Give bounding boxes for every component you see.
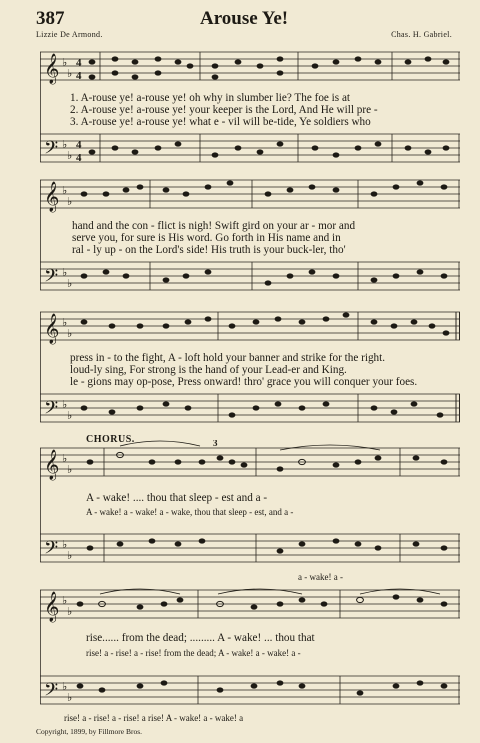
svg-text:♭: ♭ <box>62 399 68 411</box>
svg-text:4: 4 <box>76 152 82 164</box>
svg-text:♭: ♭ <box>62 185 68 197</box>
lyricist-credit: Lizzie De Armond. <box>36 30 103 39</box>
chorus-low-line-2: rise! a - rise! a - rise! a rise! A - wake! a - wake! a <box>64 713 244 723</box>
svg-text:♭: ♭ <box>62 57 68 69</box>
svg-text:♭: ♭ <box>67 278 73 290</box>
svg-text:𝄢: 𝄢 <box>44 537 59 562</box>
svg-text:𝄞: 𝄞 <box>44 592 60 621</box>
svg-text:♭: ♭ <box>67 606 73 618</box>
verse-2-line-2: serve you, for sure is His word. Go forth in His name and in <box>72 232 341 244</box>
verse-1-line-2: hand and the con - flict is nigh! Swift gird on your ar - mor and <box>72 220 356 232</box>
svg-text:♭: ♭ <box>67 68 73 80</box>
verse-2-line-3 <box>70 364 347 376</box>
hymn-title: Arouse Ye! <box>200 8 289 29</box>
triplet-mark: 3 <box>213 440 218 448</box>
svg-text:♭: ♭ <box>67 410 73 422</box>
copyright-notice: Copyright, 1899, by Fillmore Bros. <box>36 727 143 736</box>
verse-1-line-1: 1. A-rouse ye! a-rouse ye! oh why in slumber lie? The foe is at <box>70 92 351 104</box>
verse-3-line-3: le - gions may op-pose, Press onward! thro' grace you will conquer your foes. <box>70 376 418 388</box>
chorus-bass-line-1: A - wake! a - wake! a - wake, thou that sleep - est, and a - <box>86 507 294 517</box>
svg-text:♭: ♭ <box>67 464 73 476</box>
svg-text:♭: ♭ <box>67 150 73 162</box>
svg-text:𝄞: 𝄞 <box>44 314 60 343</box>
svg-text:♭: ♭ <box>62 317 68 329</box>
verse-1-line-3: press in - to the fight, A - loft hold your banner and strike for the right. <box>70 352 386 364</box>
chorus-soprano-line-2: rise...... from the dead; ......... A - wake! ... thou that <box>86 632 315 644</box>
verse-2-line-3-rest: sing, For strong is the hand of your Lead-er and King. <box>105 364 347 376</box>
svg-text:♭: ♭ <box>62 267 68 279</box>
verse-3-line-1: 3. A-rouse ye! a-rouse ye! what e - vil will be-tide, Ye soldiers who <box>70 116 371 128</box>
chorus-bass-line-2: rise! a - rise! a - rise! from the dead; A - wake! a - wake! a - <box>86 648 301 658</box>
verse-3-line-2: ral - ly up - on the Lord's side! His truth is your buck-ler, tho' <box>72 244 346 256</box>
verse-2-line-1: 2. A-rouse ye! a-rouse ye! your keeper is the Lord, And He will pre - <box>70 104 378 116</box>
chorus-low-line-1: a - wake! a - <box>298 572 343 582</box>
svg-text:𝄞: 𝄞 <box>44 182 60 211</box>
svg-text:𝄞: 𝄞 <box>44 450 60 479</box>
svg-text:♭: ♭ <box>67 692 73 704</box>
chorus-soprano-line-1: A - wake! .... thou that sleep - est and a - <box>86 492 268 504</box>
verse-2-line-3-lead: loud-ly <box>70 364 103 376</box>
hymn-number: 387 <box>36 8 65 29</box>
svg-text:4: 4 <box>76 70 82 82</box>
svg-text:♭: ♭ <box>62 139 68 151</box>
svg-text:𝄞: 𝄞 <box>44 54 60 83</box>
svg-text:♭: ♭ <box>67 550 73 562</box>
svg-text:4: 4 <box>76 139 82 151</box>
svg-text:𝄢: 𝄢 <box>44 265 59 290</box>
svg-text:4: 4 <box>76 57 82 69</box>
composer-credit: Chas. H. Gabriel. <box>391 30 452 39</box>
svg-text:𝄢: 𝄢 <box>44 137 59 162</box>
svg-text:♭: ♭ <box>62 681 68 693</box>
svg-text:♭: ♭ <box>67 196 73 208</box>
chorus-label: CHORUS. <box>86 434 135 445</box>
svg-text:♭: ♭ <box>62 539 68 551</box>
svg-text:𝄢: 𝄢 <box>44 679 59 704</box>
svg-text:♭: ♭ <box>67 328 73 340</box>
svg-text:𝄢: 𝄢 <box>44 397 59 422</box>
svg-text:♭: ♭ <box>62 453 68 465</box>
svg-text:♭: ♭ <box>62 595 68 607</box>
